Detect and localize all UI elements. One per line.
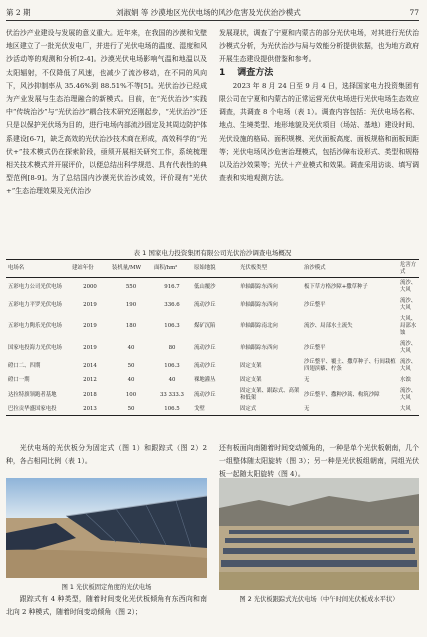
table-cell: 180 [125, 323, 137, 329]
table-cell: 2014 [83, 362, 97, 369]
table-cell: 大风 [400, 406, 411, 412]
table-cell: 水蚀 [400, 377, 411, 383]
table-cell: 流沙、大风 [400, 341, 417, 354]
tracking-paragraph: 还有板面向南随着时间变动倾角的，一种是单个光伏板朝南，几个一组整体随太阳旋转（图 3）；另一种是光伏板组朝南，同组光伏板一起随太阳旋转（图 4）。 [219, 444, 419, 479]
table-cell: 板下草方格沙障+撒草种子 [304, 283, 368, 290]
table-cell: 五彩电力公司光伏电场 [8, 283, 62, 290]
table-cell: 无 [304, 377, 310, 383]
table-row [6, 314, 419, 339]
table-cell: 沙丘整平 [304, 301, 326, 308]
table-cell: 流动沙丘 [194, 344, 216, 351]
left-column-top [6, 27, 207, 199]
th-name: 电场名 [8, 265, 25, 271]
table-row [6, 278, 419, 297]
table-cell: 无 [304, 406, 310, 412]
table-cell: 100 [125, 391, 137, 398]
table-cell: 2019 [83, 301, 97, 308]
intro-paragraph: 伏治沙产业建设与发展的意义重大。近年来，在我国的沙漠和戈壁地区建立了一批光伏发电厂，并进行了光伏电场的温度、湿度和风沙活动等的观测和分析[2-4]。沙漠光伏电场影响气温和地温以及太阳辐射，不仅降低了风速，也减少了流沙移动，在不同的风向下，风沙抑制率从 35.46%到 88.51%不等[5]。光伏治沙已经成为产业发展与生态治理融合的新模式。目前，在“光伏治沙”实践中“传统治沙”与“光伏治沙”耦合技术研究还刚起步，“光伏治沙”还只是以保护光伏场为目的，进行电场内部流沙固定及其周边防护体系建设[6-7]，缺乏高效的光伏治沙技术商在形成，高效科学的“光伏+”技术模式仍在探索阶段，亟须开展相关研究工作，系统梳理相关技术模式并开展评价，以便总结出科学规范、具有代表性的典型范例[8-9]。为了总结国内沙漠光伏治沙成效，评价现有“光伏+”生态治理效果及光伏治沙 [6, 29, 207, 196]
table-row [6, 339, 419, 357]
table-cell: 沙丘整平 [304, 344, 326, 351]
table-cell: 106.5 [164, 406, 180, 412]
table-row [6, 357, 419, 375]
figure-1-caption: 图 1 光伏板固定角度的光伏电场 [61, 584, 152, 591]
table-cell: 流动沙丘 [194, 362, 216, 369]
table-cell: 五彩电力陶乐光伏电场 [8, 323, 62, 329]
table-cell: 流沙、局部水土流失 [304, 323, 353, 329]
table-cell: 40 [127, 377, 135, 383]
table-cell: 流动沙丘 [194, 301, 216, 308]
table-row [6, 375, 419, 386]
table-cell: 单轴跟踪东西向 [240, 344, 278, 351]
table-cell: 低山覆沙 [194, 283, 216, 290]
right-column-top [219, 27, 419, 185]
tracking-types-paragraph: 跟踪式有 4 种类型，随着时间变化光伏板倾角有东西向和南北向 2 种模式，随着时间变动倾角（图 2）； [6, 595, 207, 617]
table-cell: 50 [127, 406, 135, 412]
table-cell: 固定支架、跟踪式、高架和低架 [240, 388, 300, 401]
th-year: 建站年份 [72, 265, 94, 271]
running-header [6, 6, 419, 19]
table-cell: 戈壁 [194, 406, 205, 412]
survey-table [6, 259, 419, 416]
table-cell: 2019 [83, 323, 97, 329]
left-column-end [6, 593, 207, 619]
figure-2-caption: 图 2 光伏板跟踪式光伏电场（中午时间光伏板成水平状） [239, 596, 399, 603]
issue-number: 第 2 期 [6, 8, 31, 17]
table-header-row [6, 260, 419, 278]
page-number: 77 [409, 8, 419, 17]
table-cell: 80 [168, 344, 176, 351]
table-cell: 33 333.3 [159, 391, 184, 398]
intro-continuation: 发展现状，调查了宁夏和内蒙古的部分光伏电场，对其进行光伏治沙模式分析，为光伏治沙与局与效能分析提供依据，也为地方政府开展生态建设提供借鉴和参考。 [219, 29, 419, 64]
running-title: 刘淑娟 等 沙漠地区光伏电场的风沙危害及光伏治沙模式 [116, 8, 301, 17]
th-landform: 原始地貌 [194, 265, 216, 271]
table-cell: 336.6 [164, 301, 180, 308]
table-cell: 流沙、大风 [400, 298, 417, 311]
th-panel-type: 光伏板类型 [240, 265, 267, 271]
table-cell: 流动沙丘 [194, 391, 216, 398]
table-cell: 达拉特旗领跑者基地 [8, 391, 57, 398]
table-cell: 40 [127, 344, 135, 351]
left-column-bottom [6, 442, 207, 468]
table-cell: 大风、局部水蚀 [400, 316, 417, 336]
table-cell: 2000 [83, 283, 97, 290]
table-cell: 五彩电力平罗光伏电场 [8, 301, 62, 308]
table-cell: 916.7 [164, 283, 180, 290]
table-cell: 沙丘整平、撒种沙蒿、构筑沙障 [304, 391, 380, 398]
table-row [6, 404, 419, 416]
th-mode: 治沙模式 [304, 265, 326, 271]
table-cell: 2019 [83, 344, 97, 351]
th-area: 面积/hm² [154, 265, 178, 271]
table-cell: 流沙、大风 [400, 280, 417, 293]
table-cell: 2013 [83, 406, 97, 412]
table-cell: 106.3 [164, 323, 180, 329]
th-hazard: 危害方式 [400, 261, 417, 275]
table-cell: 单轴跟踪南北向 [240, 323, 278, 329]
table-cell: 磴口二、四期 [8, 362, 41, 369]
table-cell: 单轴跟踪东西向 [240, 283, 278, 290]
table-cell: 固定式 [240, 406, 257, 412]
table-cell: 固定支架 [240, 377, 262, 383]
table-cell: 裸地灌丛 [194, 377, 216, 383]
right-column-bottom [219, 442, 419, 482]
table-cell: 2018 [83, 391, 97, 398]
table-cell: 2012 [83, 377, 97, 383]
panel-types-paragraph: 光伏电场的光伏板分为固定式（图 1）和跟踪式（图 2）2 种，各占相同比例（表 1）。 [6, 444, 207, 466]
table-cell: 煤矿沉陷 [194, 323, 216, 329]
table-cell: 单轴跟踪东西向 [240, 301, 278, 308]
table-cell: 流沙、大风 [400, 388, 417, 401]
th-capacity: 装机量/MW [112, 265, 142, 271]
figure-1-fixed-panels-photo [6, 478, 207, 578]
table-cell: 固定支架 [240, 362, 262, 369]
methods-paragraph: 2023 年 8 月 24 日至 9 月 4 日，选择国家电力投资集团有限公司在宁夏和内蒙古的正常运营光伏电场进行光伏电场生态效应调查，共调查 8 个电场（表 1）。调查内容包括：光伏电场名称、地点、生境类型、地形地貌及光伏项目（场站、基地）建设时间、光伏设施的格局、面积规模、光伏面板高度、面板规格和面板间距等；光伏电场风沙危害治理模式，包括沙障布设形式、类型和规格以及治沙效果等；光伏＋产业模式和效果。调查采用访谈、填写调查表和实地观测方法。 [219, 81, 419, 183]
table-row [6, 296, 419, 314]
table-cell: 磴口一期 [8, 377, 30, 383]
table-cell: 550 [125, 283, 137, 290]
table-cell: 106.3 [164, 362, 180, 369]
table-cell: 巴拉贡华盛国家电投 [8, 406, 57, 412]
table-cell: 国家电投海力光伏电场 [8, 344, 62, 351]
table-cell: 沙丘整平、覆土、撒草种子、行间栽植四翅滨藜、柠条 [304, 359, 396, 372]
section-heading: 1 调查方法 [219, 67, 274, 78]
table-caption: 表 1 国家电力投资集团有限公司光伏治沙调查电场概况 [133, 249, 292, 257]
figure-2-tracking-panels-photo [219, 478, 419, 590]
table-cell: 40 [168, 377, 176, 383]
table-cell: 190 [125, 301, 137, 308]
table-cell: 50 [127, 362, 135, 369]
table-cell: 流沙、大风 [400, 359, 417, 372]
table-row [6, 386, 419, 404]
header-rule [6, 20, 419, 21]
